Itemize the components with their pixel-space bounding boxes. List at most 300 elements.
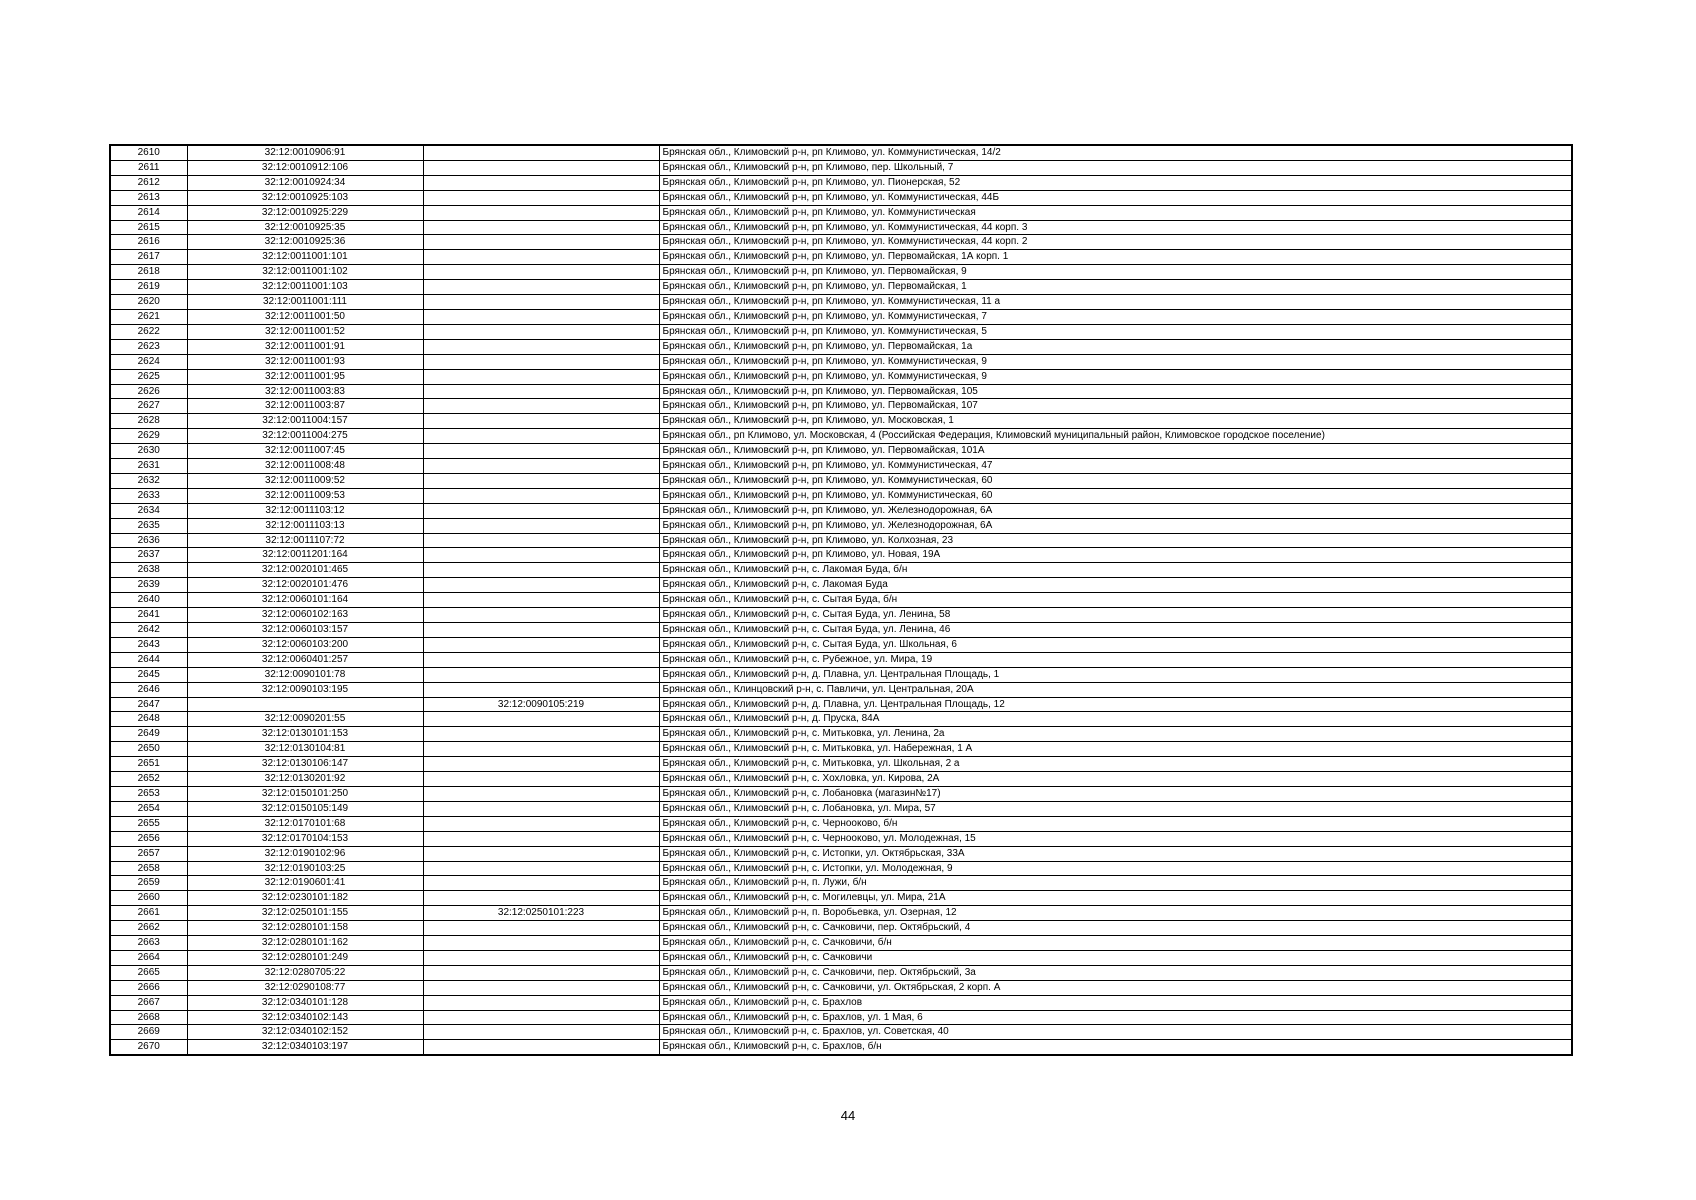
cadastral-number-cell: 32:12:0150101:250 bbox=[187, 786, 423, 801]
related-cadastral-number-cell bbox=[423, 175, 659, 190]
table-row bbox=[110, 667, 1572, 682]
related-cadastral-number-cell bbox=[423, 623, 659, 638]
table-row bbox=[110, 816, 1572, 831]
table-row bbox=[110, 1025, 1572, 1040]
row-number-cell: 2664 bbox=[110, 950, 187, 965]
related-cadastral-number-cell bbox=[423, 399, 659, 414]
row-number-cell: 2652 bbox=[110, 772, 187, 787]
address-cell: Брянская обл., Климовский р-н, с. Сытая Буда, ул. Ленина, 58 bbox=[659, 608, 1572, 623]
row-number-cell: 2636 bbox=[110, 533, 187, 548]
table-row bbox=[110, 786, 1572, 801]
table-row bbox=[110, 473, 1572, 488]
row-number-cell: 2667 bbox=[110, 995, 187, 1010]
row-number-cell: 2665 bbox=[110, 965, 187, 980]
cadastral-number-cell: 32:12:0011001:91 bbox=[187, 339, 423, 354]
table-row bbox=[110, 324, 1572, 339]
address-cell: Брянская обл., Климовский р-н, с. Митьковка, ул. Набережная, 1 А bbox=[659, 742, 1572, 757]
table-row bbox=[110, 921, 1572, 936]
related-cadastral-number-cell bbox=[423, 772, 659, 787]
related-cadastral-number-cell bbox=[423, 459, 659, 474]
address-cell: Брянская обл., Климовский р-н, с. Чернооково, б/н bbox=[659, 816, 1572, 831]
row-number-cell: 2655 bbox=[110, 816, 187, 831]
related-cadastral-number-cell bbox=[423, 384, 659, 399]
table-row bbox=[110, 369, 1572, 384]
cadastral-number-cell: 32:12:0010925:103 bbox=[187, 190, 423, 205]
cadastral-number-cell: 32:12:0190601:41 bbox=[187, 876, 423, 891]
address-cell: Брянская обл., Климовский р-н, рп Климово, ул. Первомайская, 101А bbox=[659, 444, 1572, 459]
cadastral-number-cell: 32:12:0011201:164 bbox=[187, 548, 423, 563]
related-cadastral-number-cell bbox=[423, 846, 659, 861]
address-cell: Брянская обл., Климовский р-н, с. Хохловка, ул. Кирова, 2А bbox=[659, 772, 1572, 787]
row-number-cell: 2610 bbox=[110, 145, 187, 160]
address-cell: Брянская обл., Климовский р-н, с. Лобановка, ул. Мира, 57 bbox=[659, 801, 1572, 816]
related-cadastral-number-cell bbox=[423, 995, 659, 1010]
related-cadastral-number-cell bbox=[423, 891, 659, 906]
cadastral-number-cell: 32:12:0170101:68 bbox=[187, 816, 423, 831]
row-number-cell: 2640 bbox=[110, 593, 187, 608]
address-cell: Брянская обл., Клинцовский р-н, с. Павличи, ул. Центральная, 20А bbox=[659, 682, 1572, 697]
cadastral-number-cell: 32:12:0011004:157 bbox=[187, 414, 423, 429]
address-cell: Брянская обл., Климовский р-н, с. Лакомая Буда, б/н bbox=[659, 563, 1572, 578]
related-cadastral-number-cell bbox=[423, 473, 659, 488]
related-cadastral-number-cell bbox=[423, 831, 659, 846]
cadastral-number-cell: 32:12:0011001:101 bbox=[187, 250, 423, 265]
related-cadastral-number-cell bbox=[423, 637, 659, 652]
address-cell: Брянская обл., Климовский р-н, рп Климово, ул. Железнодорожная, 6А bbox=[659, 503, 1572, 518]
table-row bbox=[110, 265, 1572, 280]
cadastral-number-cell: 32:12:0280705:22 bbox=[187, 965, 423, 980]
address-cell: Брянская обл., Климовский р-н, рп Климово, ул. Коммунистическая, 60 bbox=[659, 473, 1572, 488]
row-number-cell: 2621 bbox=[110, 309, 187, 324]
row-number-cell: 2649 bbox=[110, 727, 187, 742]
table-row bbox=[110, 936, 1572, 951]
cadastral-number-cell: 32:12:0011009:53 bbox=[187, 488, 423, 503]
table-row bbox=[110, 846, 1572, 861]
table-row bbox=[110, 727, 1572, 742]
cadastral-number-cell: 32:12:0010912:106 bbox=[187, 160, 423, 175]
address-cell: Брянская обл., Климовский р-н, с. Сачковичи, пер. Октябрьский, 4 bbox=[659, 921, 1572, 936]
row-number-cell: 2615 bbox=[110, 220, 187, 235]
address-cell: Брянская обл., Климовский р-н, рп Климово, ул. Коммунистическая, 47 bbox=[659, 459, 1572, 474]
related-cadastral-number-cell bbox=[423, 205, 659, 220]
address-cell: Брянская обл., Климовский р-н, рп Климово, ул. Первомайская, 1 bbox=[659, 280, 1572, 295]
table-row bbox=[110, 503, 1572, 518]
row-number-cell: 2633 bbox=[110, 488, 187, 503]
related-cadastral-number-cell bbox=[423, 548, 659, 563]
related-cadastral-number-cell bbox=[423, 652, 659, 667]
address-cell: Брянская обл., Климовский р-н, с. Сытая Буда, ул. Ленина, 46 bbox=[659, 623, 1572, 638]
cadastral-number-cell: 32:12:0130101:153 bbox=[187, 727, 423, 742]
related-cadastral-number-cell bbox=[423, 921, 659, 936]
related-cadastral-number-cell bbox=[423, 980, 659, 995]
table-row bbox=[110, 712, 1572, 727]
related-cadastral-number-cell bbox=[423, 950, 659, 965]
row-number-cell: 2669 bbox=[110, 1025, 187, 1040]
cadastral-number-cell: 32:12:0090101:78 bbox=[187, 667, 423, 682]
cadastral-number-cell: 32:12:0011003:87 bbox=[187, 399, 423, 414]
table-row bbox=[110, 891, 1572, 906]
related-cadastral-number-cell bbox=[423, 444, 659, 459]
cadastral-number-cell: 32:12:0340102:143 bbox=[187, 1010, 423, 1025]
table-row bbox=[110, 757, 1572, 772]
cadastral-number-cell: 32:12:0010925:35 bbox=[187, 220, 423, 235]
address-cell: Брянская обл., рп Климово, ул. Московская, 4 (Российская Федерация, Климовский муниципальный район, Климовское городское поселение) bbox=[659, 429, 1572, 444]
address-cell: Брянская обл., Климовский р-н, рп Климово, ул. Коммунистическая, 7 bbox=[659, 309, 1572, 324]
address-cell: Брянская обл., Климовский р-н, рп Климово, ул. Московская, 1 bbox=[659, 414, 1572, 429]
cadastral-number-cell: 32:12:0011001:102 bbox=[187, 265, 423, 280]
related-cadastral-number-cell bbox=[423, 324, 659, 339]
address-cell: Брянская обл., Климовский р-н, рп Климово, ул. Первомайская, 1А корп. 1 bbox=[659, 250, 1572, 265]
related-cadastral-number-cell bbox=[423, 1040, 659, 1055]
address-cell: Брянская обл., Климовский р-н, с. Сытая Буда, б/н bbox=[659, 593, 1572, 608]
cadastral-number-cell: 32:12:0011003:83 bbox=[187, 384, 423, 399]
address-cell: Брянская обл., Климовский р-н, д. Пруска, 84А bbox=[659, 712, 1572, 727]
address-cell: Брянская обл., Климовский р-н, с. Сачковичи, б/н bbox=[659, 936, 1572, 951]
cadastral-number-cell: 32:12:0340103:197 bbox=[187, 1040, 423, 1055]
cadastral-number-cell: 32:12:0150105:149 bbox=[187, 801, 423, 816]
address-cell: Брянская обл., Климовский р-н, рп Климово, ул. Пионерская, 52 bbox=[659, 175, 1572, 190]
table-row bbox=[110, 429, 1572, 444]
address-cell: Брянская обл., Климовский р-н, с. Сытая Буда, ул. Школьная, 6 bbox=[659, 637, 1572, 652]
row-number-cell: 2622 bbox=[110, 324, 187, 339]
related-cadastral-number-cell bbox=[423, 1010, 659, 1025]
table-row bbox=[110, 250, 1572, 265]
address-cell: Брянская обл., Климовский р-н, рп Климово, ул. Первомайская, 107 bbox=[659, 399, 1572, 414]
address-cell: Брянская обл., Климовский р-н, рп Климово, ул. Коммунистическая, 60 bbox=[659, 488, 1572, 503]
related-cadastral-number-cell bbox=[423, 682, 659, 697]
row-number-cell: 2663 bbox=[110, 936, 187, 951]
row-number-cell: 2620 bbox=[110, 295, 187, 310]
table-row bbox=[110, 801, 1572, 816]
row-number-cell: 2614 bbox=[110, 205, 187, 220]
related-cadastral-number-cell bbox=[423, 1025, 659, 1040]
address-cell: Брянская обл., Климовский р-н, рп Климово, ул. Коммунистическая, 9 bbox=[659, 369, 1572, 384]
address-cell: Брянская обл., Климовский р-н, с. Брахлов, ул. Советская, 40 bbox=[659, 1025, 1572, 1040]
related-cadastral-number-cell bbox=[423, 190, 659, 205]
cadastral-number-cell: 32:12:0011001:50 bbox=[187, 309, 423, 324]
table-row bbox=[110, 488, 1572, 503]
cadastral-number-cell: 32:12:0011004:275 bbox=[187, 429, 423, 444]
cadastral-number-cell: 32:12:0340102:152 bbox=[187, 1025, 423, 1040]
address-cell: Брянская обл., Климовский р-н, с. Истопки, ул. Октябрьская, 33А bbox=[659, 846, 1572, 861]
related-cadastral-number-cell bbox=[423, 429, 659, 444]
address-cell: Брянская обл., Климовский р-н, с. Лобановка (магазин№17) bbox=[659, 786, 1572, 801]
address-cell: Брянская обл., Климовский р-н, рп Климово, ул. Новая, 19А bbox=[659, 548, 1572, 563]
address-cell: Брянская обл., Климовский р-н, п. Лужи, б/н bbox=[659, 876, 1572, 891]
cadastral-number-cell: 32:12:0190103:25 bbox=[187, 861, 423, 876]
row-number-cell: 2613 bbox=[110, 190, 187, 205]
row-number-cell: 2638 bbox=[110, 563, 187, 578]
table-row bbox=[110, 563, 1572, 578]
address-cell: Брянская обл., Климовский р-н, рп Климово, ул. Железнодорожная, 6А bbox=[659, 518, 1572, 533]
related-cadastral-number-cell bbox=[423, 563, 659, 578]
table-row bbox=[110, 384, 1572, 399]
related-cadastral-number-cell bbox=[423, 578, 659, 593]
row-number-cell: 2651 bbox=[110, 757, 187, 772]
row-number-cell: 2643 bbox=[110, 637, 187, 652]
table-row bbox=[110, 742, 1572, 757]
row-number-cell: 2617 bbox=[110, 250, 187, 265]
address-cell: Брянская обл., Климовский р-н, рп Климово, ул. Коммунистическая, 5 bbox=[659, 324, 1572, 339]
cadastral-number-cell: 32:12:0280101:162 bbox=[187, 936, 423, 951]
row-number-cell: 2626 bbox=[110, 384, 187, 399]
cadastral-number-cell: 32:12:0090201:55 bbox=[187, 712, 423, 727]
row-number-cell: 2627 bbox=[110, 399, 187, 414]
address-cell: Брянская обл., Климовский р-н, рп Климово, пер. Школьный, 7 bbox=[659, 160, 1572, 175]
cadastral-number-cell: 32:12:0011007:45 bbox=[187, 444, 423, 459]
row-number-cell: 2639 bbox=[110, 578, 187, 593]
cadastral-number-cell: 32:12:0010925:36 bbox=[187, 235, 423, 250]
row-number-cell: 2635 bbox=[110, 518, 187, 533]
table-row bbox=[110, 145, 1572, 160]
cadastral-number-cell: 32:12:0011001:52 bbox=[187, 324, 423, 339]
address-cell: Брянская обл., Климовский р-н, рп Климово, ул. Первомайская, 105 bbox=[659, 384, 1572, 399]
row-number-cell: 2637 bbox=[110, 548, 187, 563]
address-cell: Брянская обл., Климовский р-н, рп Климово, ул. Коммунистическая, 11 а bbox=[659, 295, 1572, 310]
cadastral-number-cell: 32:12:0340101:128 bbox=[187, 995, 423, 1010]
cadastral-number-cell: 32:12:0280101:249 bbox=[187, 950, 423, 965]
related-cadastral-number-cell bbox=[423, 145, 659, 160]
row-number-cell: 2642 bbox=[110, 623, 187, 638]
related-cadastral-number-cell: 32:12:0250101:223 bbox=[423, 906, 659, 921]
related-cadastral-number-cell bbox=[423, 160, 659, 175]
related-cadastral-number-cell bbox=[423, 593, 659, 608]
address-cell: Брянская обл., Климовский р-н, с. Сачковичи, пер. Октябрьский, 3а bbox=[659, 965, 1572, 980]
related-cadastral-number-cell bbox=[423, 712, 659, 727]
row-number-cell: 2611 bbox=[110, 160, 187, 175]
table-row bbox=[110, 1040, 1572, 1055]
cadastral-number-cell: 32:12:0090103:195 bbox=[187, 682, 423, 697]
table-row bbox=[110, 593, 1572, 608]
row-number-cell: 2662 bbox=[110, 921, 187, 936]
cadastral-number-cell: 32:12:0130106:147 bbox=[187, 757, 423, 772]
address-cell: Брянская обл., Климовский р-н, с. Митьковка, ул. Ленина, 2а bbox=[659, 727, 1572, 742]
cadastral-number-cell: 32:12:0011107:72 bbox=[187, 533, 423, 548]
address-cell: Брянская обл., Климовский р-н, рп Климово, ул. Коммунистическая, 44Б bbox=[659, 190, 1572, 205]
table-row bbox=[110, 1010, 1572, 1025]
table-row bbox=[110, 906, 1572, 921]
row-number-cell: 2632 bbox=[110, 473, 187, 488]
address-cell: Брянская обл., Климовский р-н, с. Лакомая Буда bbox=[659, 578, 1572, 593]
cadastral-number-cell: 32:12:0060101:164 bbox=[187, 593, 423, 608]
table-row bbox=[110, 459, 1572, 474]
row-number-cell: 2650 bbox=[110, 742, 187, 757]
cadastral-number-cell: 32:12:0290108:77 bbox=[187, 980, 423, 995]
address-cell: Брянская обл., Климовский р-н, рп Климово, ул. Коммунистическая, 14/2 bbox=[659, 145, 1572, 160]
row-number-cell: 2634 bbox=[110, 503, 187, 518]
table-row bbox=[110, 861, 1572, 876]
address-cell: Брянская обл., Климовский р-н, с. Сачковичи, ул. Октябрьская, 2 корп. А bbox=[659, 980, 1572, 995]
cadastral-number-cell: 32:12:0010906:91 bbox=[187, 145, 423, 160]
cadastral-number-cell bbox=[187, 697, 423, 712]
cadastral-number-cell: 32:12:0250101:155 bbox=[187, 906, 423, 921]
table-row bbox=[110, 980, 1572, 995]
row-number-cell: 2631 bbox=[110, 459, 187, 474]
table-row bbox=[110, 876, 1572, 891]
related-cadastral-number-cell bbox=[423, 936, 659, 951]
related-cadastral-number-cell bbox=[423, 250, 659, 265]
row-number-cell: 2618 bbox=[110, 265, 187, 280]
address-cell: Брянская обл., Климовский р-н, рп Климово, ул. Колхозная, 23 bbox=[659, 533, 1572, 548]
related-cadastral-number-cell bbox=[423, 533, 659, 548]
table-row bbox=[110, 623, 1572, 638]
table-row bbox=[110, 190, 1572, 205]
cadastral-number-cell: 32:12:0011001:95 bbox=[187, 369, 423, 384]
related-cadastral-number-cell bbox=[423, 965, 659, 980]
table-row bbox=[110, 414, 1572, 429]
table-row bbox=[110, 637, 1572, 652]
related-cadastral-number-cell bbox=[423, 354, 659, 369]
table-row bbox=[110, 950, 1572, 965]
related-cadastral-number-cell bbox=[423, 280, 659, 295]
table-row bbox=[110, 548, 1572, 563]
related-cadastral-number-cell bbox=[423, 757, 659, 772]
row-number-cell: 2659 bbox=[110, 876, 187, 891]
cadastral-number-cell: 32:12:0010925:229 bbox=[187, 205, 423, 220]
cadastral-number-cell: 32:12:0011103:12 bbox=[187, 503, 423, 518]
row-number-cell: 2668 bbox=[110, 1010, 187, 1025]
cadastral-number-cell: 32:12:0011001:93 bbox=[187, 354, 423, 369]
address-cell: Брянская обл., Климовский р-н, рп Климово, ул. Коммунистическая, 9 bbox=[659, 354, 1572, 369]
related-cadastral-number-cell bbox=[423, 608, 659, 623]
table-row bbox=[110, 697, 1572, 712]
table-row bbox=[110, 518, 1572, 533]
row-number-cell: 2628 bbox=[110, 414, 187, 429]
related-cadastral-number-cell bbox=[423, 265, 659, 280]
row-number-cell: 2658 bbox=[110, 861, 187, 876]
cadastral-number-cell: 32:12:0060102:163 bbox=[187, 608, 423, 623]
address-cell: Брянская обл., Климовский р-н, рп Климово, ул. Коммунистическая, 44 корп. 3 bbox=[659, 220, 1572, 235]
cadastral-number-cell: 32:12:0130104:81 bbox=[187, 742, 423, 757]
row-number-cell: 2612 bbox=[110, 175, 187, 190]
row-number-cell: 2653 bbox=[110, 786, 187, 801]
cadastral-number-cell: 32:12:0170104:153 bbox=[187, 831, 423, 846]
page-number: 44 bbox=[840, 1108, 856, 1123]
address-cell: Брянская обл., Климовский р-н, рп Климово, ул. Первомайская, 1а bbox=[659, 339, 1572, 354]
address-cell: Брянская обл., Климовский р-н, рп Климово, ул. Коммунистическая bbox=[659, 205, 1572, 220]
table-row bbox=[110, 965, 1572, 980]
property-registry-table bbox=[109, 144, 1573, 1056]
related-cadastral-number-cell bbox=[423, 816, 659, 831]
related-cadastral-number-cell bbox=[423, 414, 659, 429]
row-number-cell: 2666 bbox=[110, 980, 187, 995]
cadastral-number-cell: 32:12:0020101:465 bbox=[187, 563, 423, 578]
table-row bbox=[110, 533, 1572, 548]
table-row bbox=[110, 772, 1572, 787]
table-row bbox=[110, 354, 1572, 369]
address-cell: Брянская обл., Климовский р-н, с. Брахлов, б/н bbox=[659, 1040, 1572, 1055]
table-row bbox=[110, 295, 1572, 310]
row-number-cell: 2646 bbox=[110, 682, 187, 697]
row-number-cell: 2625 bbox=[110, 369, 187, 384]
table-row bbox=[110, 339, 1572, 354]
table-row bbox=[110, 220, 1572, 235]
related-cadastral-number-cell bbox=[423, 786, 659, 801]
cadastral-number-cell: 32:12:0011009:52 bbox=[187, 473, 423, 488]
address-cell: Брянская обл., Климовский р-н, с. Рубежное, ул. Мира, 19 bbox=[659, 652, 1572, 667]
related-cadastral-number-cell bbox=[423, 339, 659, 354]
address-cell: Брянская обл., Климовский р-н, д. Плавна, ул. Центральная Площадь, 1 bbox=[659, 667, 1572, 682]
related-cadastral-number-cell bbox=[423, 742, 659, 757]
cadastral-number-cell: 32:12:0060401:257 bbox=[187, 652, 423, 667]
row-number-cell: 2623 bbox=[110, 339, 187, 354]
row-number-cell: 2670 bbox=[110, 1040, 187, 1055]
table-row bbox=[110, 280, 1572, 295]
address-cell: Брянская обл., Климовский р-н, с. Брахлов bbox=[659, 995, 1572, 1010]
row-number-cell: 2644 bbox=[110, 652, 187, 667]
table-row bbox=[110, 652, 1572, 667]
cadastral-number-cell: 32:12:0011008:48 bbox=[187, 459, 423, 474]
row-number-cell: 2629 bbox=[110, 429, 187, 444]
table-row bbox=[110, 444, 1572, 459]
row-number-cell: 2616 bbox=[110, 235, 187, 250]
related-cadastral-number-cell bbox=[423, 518, 659, 533]
row-number-cell: 2654 bbox=[110, 801, 187, 816]
related-cadastral-number-cell bbox=[423, 220, 659, 235]
address-cell: Брянская обл., Климовский р-н, рп Климово, ул. Первомайская, 9 bbox=[659, 265, 1572, 280]
related-cadastral-number-cell bbox=[423, 727, 659, 742]
row-number-cell: 2661 bbox=[110, 906, 187, 921]
table-row bbox=[110, 205, 1572, 220]
table-row bbox=[110, 309, 1572, 324]
row-number-cell: 2645 bbox=[110, 667, 187, 682]
address-cell: Брянская обл., Климовский р-н, с. Чернооково, ул. Молодежная, 15 bbox=[659, 831, 1572, 846]
related-cadastral-number-cell bbox=[423, 488, 659, 503]
related-cadastral-number-cell bbox=[423, 309, 659, 324]
address-cell: Брянская обл., Климовский р-н, с. Сачковичи bbox=[659, 950, 1572, 965]
row-number-cell: 2641 bbox=[110, 608, 187, 623]
registry-table-body bbox=[110, 145, 1572, 1055]
related-cadastral-number-cell bbox=[423, 295, 659, 310]
related-cadastral-number-cell: 32:12:0090105:219 bbox=[423, 697, 659, 712]
related-cadastral-number-cell bbox=[423, 876, 659, 891]
cadastral-number-cell: 32:12:0011001:103 bbox=[187, 280, 423, 295]
cadastral-number-cell: 32:12:0130201:92 bbox=[187, 772, 423, 787]
cadastral-number-cell: 32:12:0011001:111 bbox=[187, 295, 423, 310]
related-cadastral-number-cell bbox=[423, 801, 659, 816]
cadastral-number-cell: 32:12:0020101:476 bbox=[187, 578, 423, 593]
row-number-cell: 2624 bbox=[110, 354, 187, 369]
row-number-cell: 2656 bbox=[110, 831, 187, 846]
address-cell: Брянская обл., Климовский р-н, с. Истопки, ул. Молодежная, 9 bbox=[659, 861, 1572, 876]
table-row bbox=[110, 399, 1572, 414]
cadastral-number-cell: 32:12:0060103:157 bbox=[187, 623, 423, 638]
cadastral-number-cell: 32:12:0190102:96 bbox=[187, 846, 423, 861]
address-cell: Брянская обл., Климовский р-н, с. Брахлов, ул. 1 Мая, 6 bbox=[659, 1010, 1572, 1025]
row-number-cell: 2619 bbox=[110, 280, 187, 295]
related-cadastral-number-cell bbox=[423, 369, 659, 384]
table-row bbox=[110, 682, 1572, 697]
address-cell: Брянская обл., Климовский р-н, с. Могилевцы, ул. Мира, 21А bbox=[659, 891, 1572, 906]
address-cell: Брянская обл., Климовский р-н, с. Митьковка, ул. Школьная, 2 а bbox=[659, 757, 1572, 772]
row-number-cell: 2648 bbox=[110, 712, 187, 727]
table-row bbox=[110, 578, 1572, 593]
row-number-cell: 2660 bbox=[110, 891, 187, 906]
cadastral-number-cell: 32:12:0280101:158 bbox=[187, 921, 423, 936]
row-number-cell: 2630 bbox=[110, 444, 187, 459]
table-row bbox=[110, 995, 1572, 1010]
address-cell: Брянская обл., Климовский р-н, рп Климово, ул. Коммунистическая, 44 корп. 2 bbox=[659, 235, 1572, 250]
row-number-cell: 2657 bbox=[110, 846, 187, 861]
table-row bbox=[110, 175, 1572, 190]
table-row bbox=[110, 235, 1572, 250]
related-cadastral-number-cell bbox=[423, 861, 659, 876]
cadastral-number-cell: 32:12:0011103:13 bbox=[187, 518, 423, 533]
related-cadastral-number-cell bbox=[423, 667, 659, 682]
address-cell: Брянская обл., Климовский р-н, д. Плавна, ул. Центральная Площадь, 12 bbox=[659, 697, 1572, 712]
table-row bbox=[110, 831, 1572, 846]
cadastral-number-cell: 32:12:0230101:182 bbox=[187, 891, 423, 906]
